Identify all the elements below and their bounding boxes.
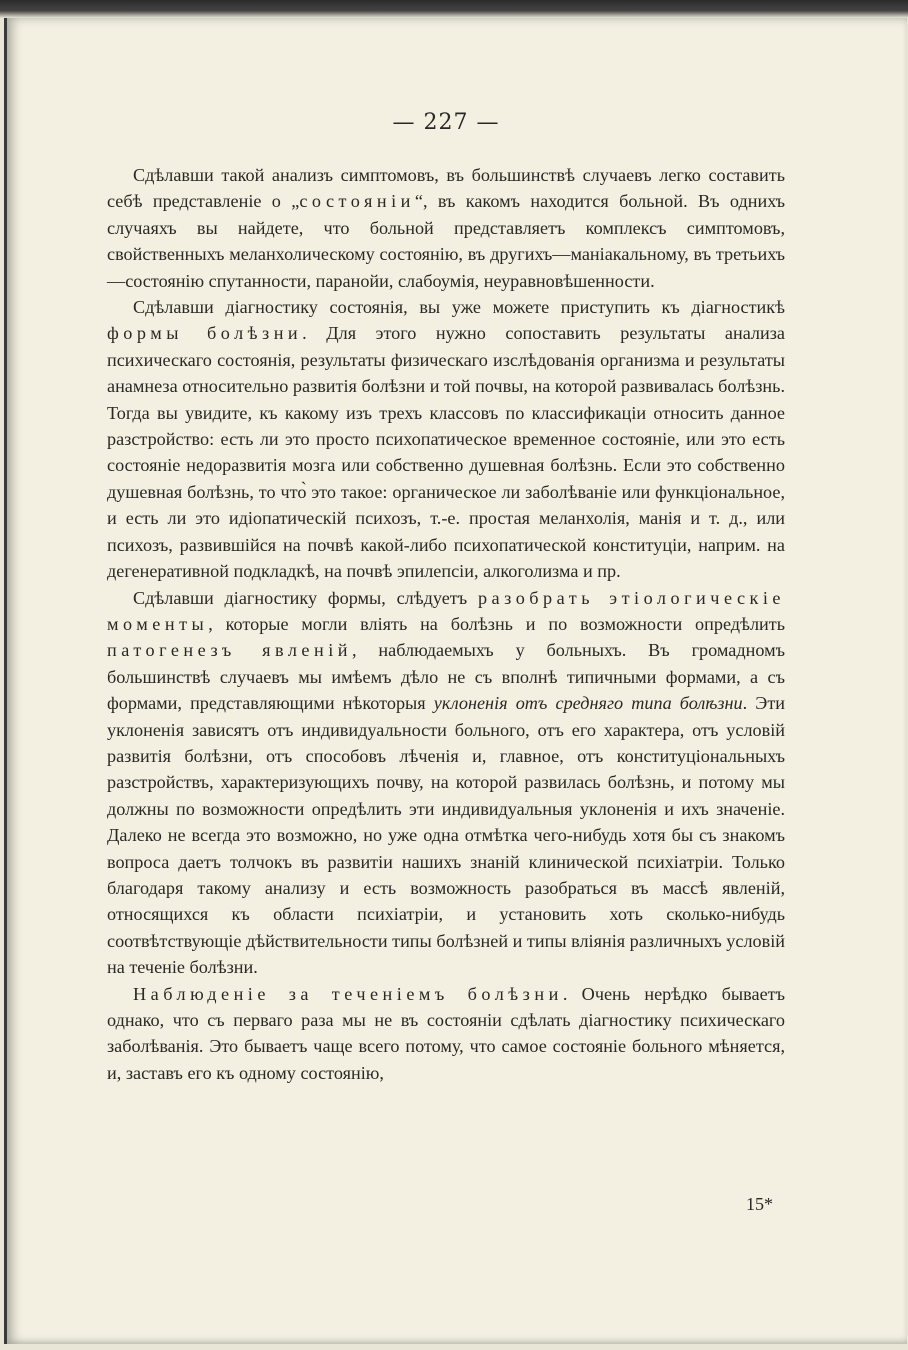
text-run: “, въ какомъ находится больной. Въ однихъ случаяхъ вы найдете, что больной представляетъ комплексъ симптомовъ, свойственныхъ меланхолическому состоянію, въ другихъ—маніакальному, въ третьихъ—состоянію спутанности, паранойи, слабоумія, неуравновѣшенности. bbox=[107, 191, 786, 291]
book-page bbox=[4, 18, 907, 1344]
page-number: — 227 — bbox=[392, 110, 500, 135]
text-run: . Эти уклоненія зависятъ отъ индивидуальности больного, отъ его характера, отъ условій развитія болѣзни, отъ способовъ лѣченія и, главное, отъ конституціональныхъ разстройствъ, характеризующихъ почву, на которой развилась болѣзнь, и потому мы должны по возможности опредѣлить эти индивидуальныя уклоненія и ихъ значеніе. Далеко не всегда это возможно, но уже одна отмѣтка чего-нибудь хотя бы съ знакомъ вопроса даетъ толчокъ въ развитіи нашихъ знаній клинической психіатріи. Только благодаря такому анализу и есть возможность разобраться въ массѣ явленій, относящихся къ области психіатріи, и установить хоть сколько-нибудь соотвѣтствующіе дѣйствительности типы болѣзней и типы вліянія различныхъ условій на теченіе болѣзни. bbox=[107, 693, 785, 978]
printer-signature: 15* bbox=[746, 1194, 773, 1214]
spaced-emphasis: Наблюденіе за теченіемъ болѣзни bbox=[133, 983, 563, 1004]
spaced-emphasis: состояніи bbox=[299, 191, 415, 212]
paragraph bbox=[107, 294, 785, 584]
text-run: , наблюдаемыхъ у больныхъ. Въ громадномъ большинствѣ случаевъ мы имѣемъ дѣло не съ вполнѣ типичными формами, а съ формами, представляющими нѣкоторыя bbox=[107, 640, 785, 714]
text-run: Сдѣлавши діагностику состоянія, вы уже можете приступить къ діагностикѣ bbox=[133, 297, 785, 318]
spaced-emphasis: патогенезъ явленій bbox=[107, 640, 352, 661]
text-run: Сдѣлавши такой анализъ симптомовъ, въ большинствѣ случаевъ легко составить себѣ представленіе о „ bbox=[107, 165, 785, 212]
spaced-emphasis: формы болѣзни bbox=[107, 323, 303, 344]
body-text bbox=[107, 162, 785, 1086]
spaced-emphasis: разобрать этіологическіе моменты bbox=[107, 587, 785, 634]
text-run: . Очень нерѣдко бываетъ однако, что съ перваго раза мы не въ состояніи сдѣлать діагностику психическаго заболѣванія. Это бываетъ чаще всего потому, что самое состояніе больного мѣняется, и, заставъ его къ одному состоянію, bbox=[107, 983, 785, 1083]
paragraph bbox=[107, 585, 785, 981]
italic-emphasis: уклоненія отъ средняго типа болѣзни bbox=[433, 693, 743, 714]
paragraph bbox=[107, 162, 785, 294]
text-run: , которые могли вліять на болѣзнь и по возможности опредѣлить bbox=[208, 613, 785, 634]
paragraph bbox=[107, 981, 785, 1087]
text-run: Сдѣлавши діагностику формы, слѣдуетъ bbox=[133, 587, 478, 608]
text-run: . Для этого нужно сопоставить результаты анализа психическаго состоянія, результаты физическаго изслѣдованія организма и результаты анамнеза относительно развитія болѣзни и той почвы, на которой развивалась болѣзнь. Тогда вы увидите, къ какому изъ трехъ классовъ по классификаціи относить данное разстройство: есть ли это просто психопатическое временное состояніе, или это есть состояніе недоразвитія мозга или собственно душевная болѣзнь. Если это собственно душевная болѣзнь, то что̀ это такое: органическое ли заболѣваніе или функціональное, и есть ли это идіопатическій психозъ, т.-е. простая меланхолія, манія и т. д., или психозъ, развившійся на почвѣ какой-либо психопатической конституціи, наприм. на дегенеративной подкладкѣ, на почвѣ эпилепсіи, алкоголизма и пр. bbox=[107, 323, 785, 582]
scan-top-edge bbox=[0, 0, 908, 18]
